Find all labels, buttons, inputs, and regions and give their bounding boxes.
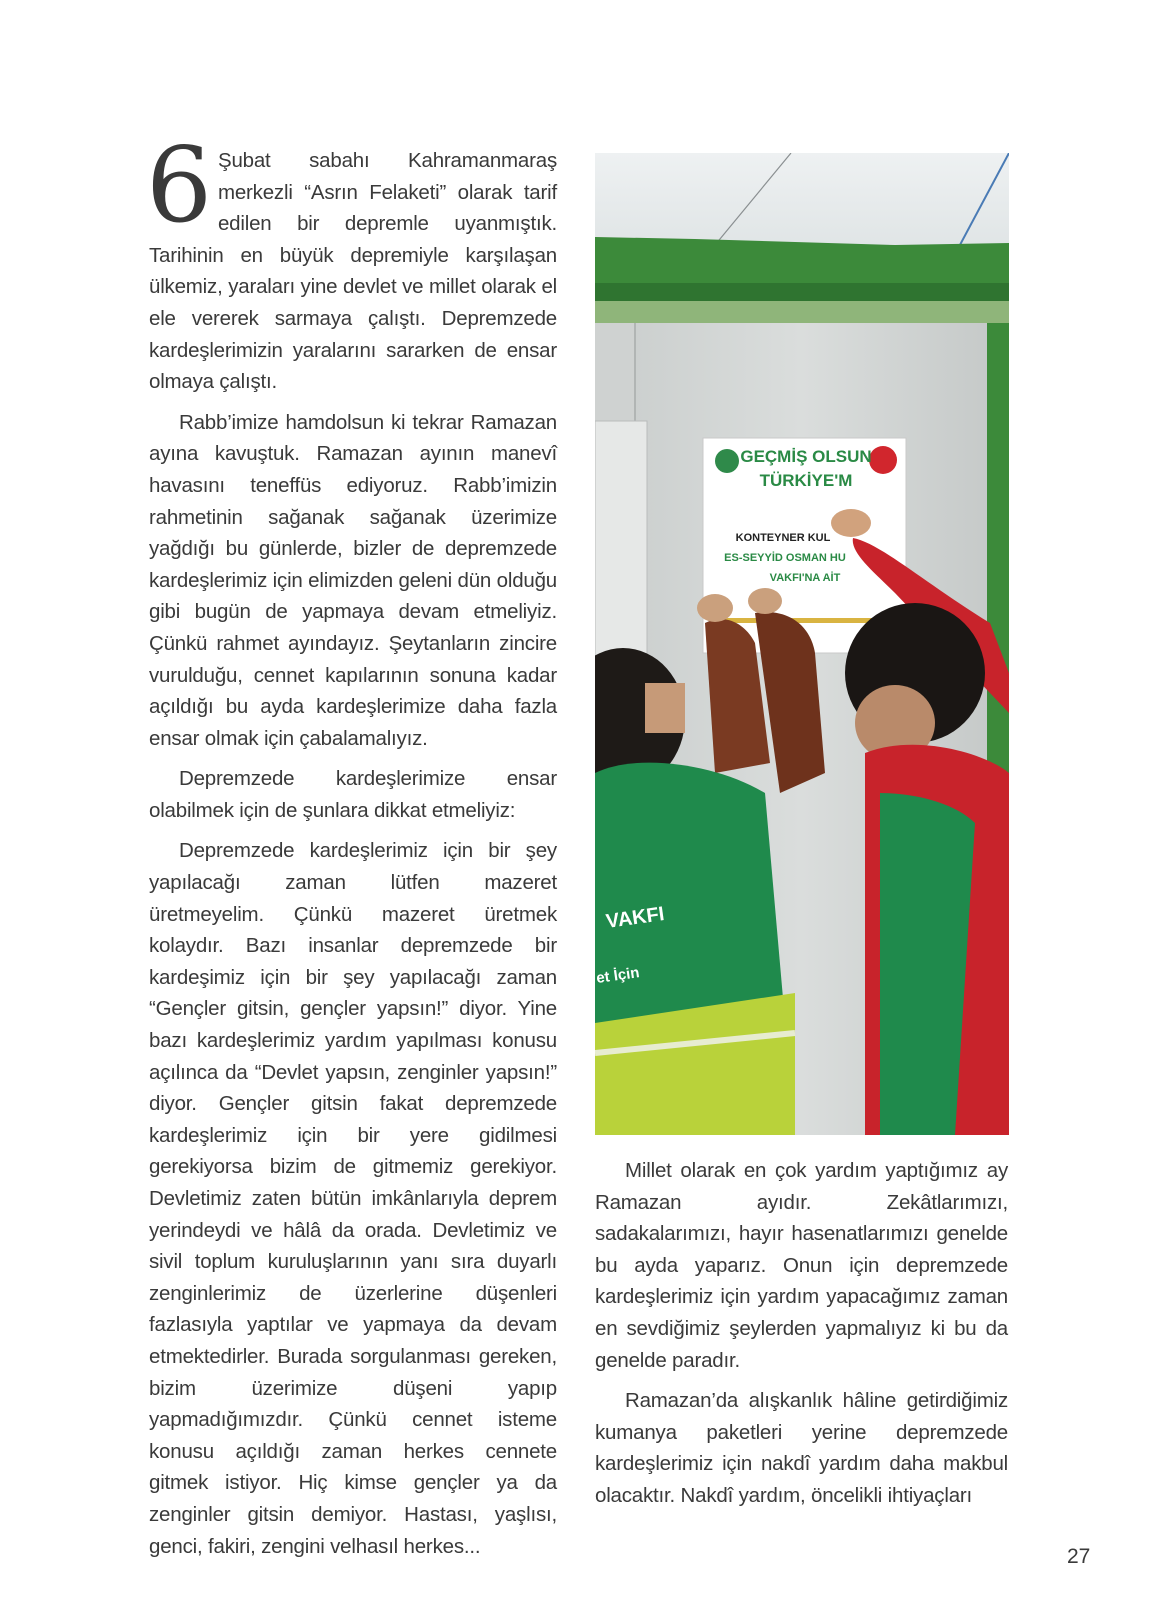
- paragraph-2: Rabb’imize hamdolsun ki tekrar Ramazan ayına kavuştuk. Ramazan ayının manevî havasını teneffüs ediyoruz. Rabb’imizin rahmetinin sağanak sağanak üzerimize yağdığı bu günlerde, bizler de depremzede kardeşlerimiz için elimizden geleni dün olduğu gibi bugün de yapmaya devam etmeliyiz. Çünkü rahmet ayındayız. Şeytanların zincire vurulduğu, cennet kapılarının sonuna kadar açıldığı bu ayda kardeşlerimize daha fazla ensar olmak için çabalamalıyız.: [149, 410, 557, 750]
- drop-cap: 6: [146, 124, 212, 246]
- sign-body-line1: KONTEYNER KUL: [735, 532, 831, 544]
- sign-body-line3: VAKFI'NA AİT: [769, 572, 841, 584]
- paragraph-1-text: Şubat sabahı Kahramanmaraş merkezli “Asrın Felaketi” olarak tarif edilen bir depremle uyanmıştık. Tarihinin en büyük depremiyle karşılaşan ülkemiz, yaraları yine devlet ve millet olarak el ele vererek sarmaya çalıştı. Depremzede kardeşlerimizin yaralarını sararken de ensar olmaya çalıştı.: [149, 149, 557, 394]
- right-column: [595, 1155, 1008, 1521]
- photo-volunteers-hanging-sign: [595, 153, 1009, 1135]
- left-column: [146, 124, 557, 1571]
- vest-text-icin: et İçin: [595, 964, 641, 987]
- photo-illustration: [595, 153, 1009, 1135]
- paragraph-5: Millet olarak en çok yardım yaptığımız ay Ramazan ayıdır. Zekâtlarımızı, sadakalarımızı, hayır hasenatlarımızı genelde bu ayda yaparız. Onun için depremzede kardeşlerimiz için yardım yapacağımız zaman en sevdiğimiz şeylerden yapmalıyız ki bu da genelde paradır.: [595, 1159, 1008, 1372]
- paragraph-4: Depremzede kardeşlerimiz için bir şey yapılacağı zaman lütfen mazeret üretmeyelim. Çünkü mazeret üretmek kolaydır. Bazı insanlar depremzede bir kardeşimiz için bir şey yapılacağı zaman “Gençler gitsin, gençler yapsın!” diyor. Yine bazı kardeşlerimiz yardım yapılması konusu açılınca da “Devlet yapsın, zenginler yapsın!” diyor. Gençler gitsin fakat depremzede kardeşlerimiz için bir yere gidilmesi gerekiyorsa bizim de gitmemiz gerekiyor. Devletimiz zaten bütün imkânlarıyla deprem yerindeydi ve hâlâ da orada. Devletimiz ve sivil toplum kuruluşlarının yanı sıra duyarlı zenginlerimiz de üzerlerine düşenleri fazlasıyla yaptılar ve yapmaya da devam etmektedirler. Burada sorgulanması gereken, bizim üzerimize düşeni yapıp yapmadığımızdır. Çünkü cennet isteme konusu açıldığı zaman herkes cennete gitmek istiyor. Hiç kimse gençler ya da zenginler gitsin demiyor. Hastası, yaşlısı, genci, fakiri, zengini velhasıl herkes...: [149, 839, 557, 1558]
- page-number: 27: [1067, 1545, 1091, 1568]
- paragraph-3: Depremzede kardeşlerimize ensar olabilmek için de şunlara dikkat etmeliyiz:: [149, 767, 557, 822]
- vest-text-vakfi: VAKFI: [604, 903, 666, 933]
- sign-body-line2: ES-SEYYİD OSMAN HU: [724, 552, 846, 564]
- paragraph-6: Ramazan’da alışkanlık hâline getirdiğimiz kumanya paketleri yerine depremzede kardeşlerimiz için nakdî yardım daha makbul olacaktır. Nakdî yardım, öncelikli ihtiyaçları: [595, 1389, 1008, 1507]
- sign-title-line2: TÜRKİYE'M: [759, 471, 853, 490]
- paragraph-1: [146, 124, 557, 398]
- sign-title-line1: GEÇMİŞ OLSUN: [740, 447, 872, 466]
